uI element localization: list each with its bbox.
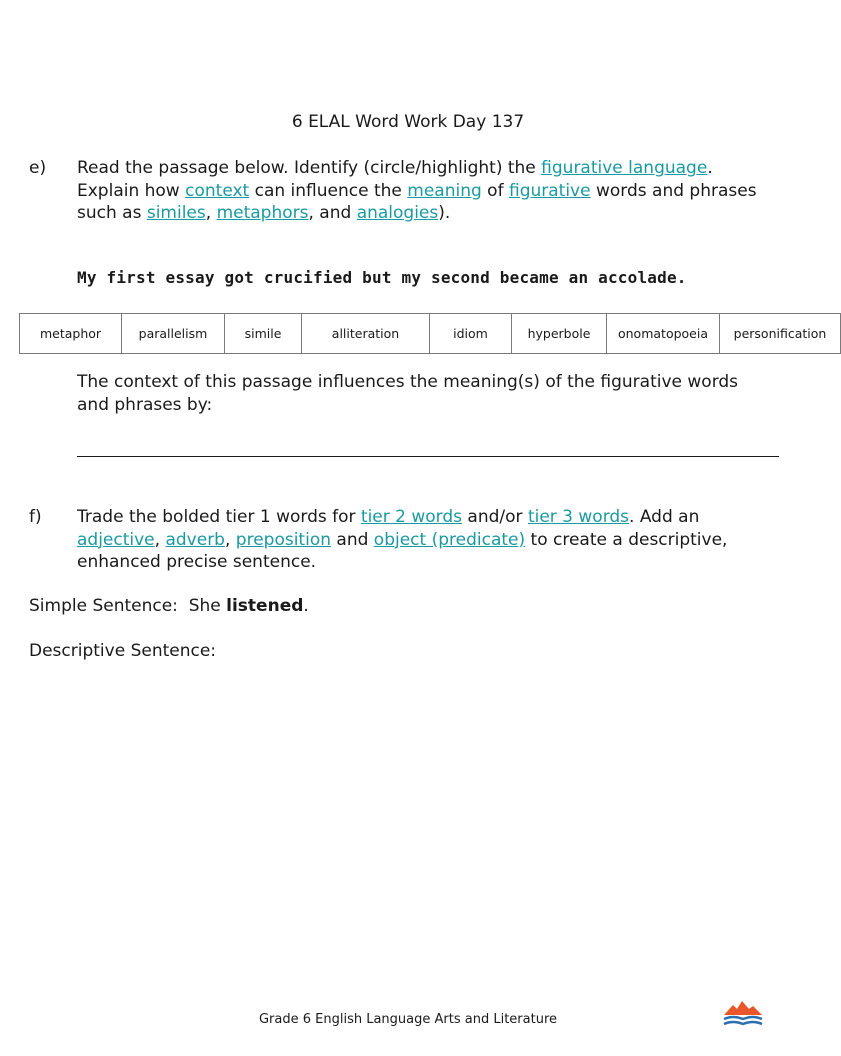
text: and xyxy=(331,529,374,550)
text: , xyxy=(154,529,166,550)
text: and/or xyxy=(462,507,528,527)
link-adjective[interactable]: adjective xyxy=(77,529,155,550)
passage-sentence: My first essay got crucified but my second became an accolade. xyxy=(77,268,687,287)
table-row xyxy=(20,314,841,354)
text: , and xyxy=(308,203,357,223)
link-tier-3-words[interactable]: tier 3 words xyxy=(527,507,630,527)
link-similes[interactable]: similes xyxy=(146,203,206,223)
section-e-label: e) xyxy=(29,158,47,178)
text: to create a descriptive, xyxy=(525,529,728,550)
section-f-instructions xyxy=(77,506,789,574)
link-analogies[interactable]: analogies xyxy=(356,203,439,223)
simple-sentence-bold-word: listened xyxy=(226,596,304,616)
simple-sentence xyxy=(29,596,309,616)
text: . xyxy=(707,158,713,178)
text: can influence the xyxy=(249,180,408,201)
text: . Add an xyxy=(629,507,700,527)
descriptive-sentence-label: Descriptive Sentence: xyxy=(29,641,217,661)
text: such as xyxy=(77,203,147,223)
link-figurative-language[interactable]: figurative language xyxy=(541,158,708,178)
link-object-predicate[interactable]: object (predicate) xyxy=(373,529,526,550)
term-cell: hyperbole xyxy=(512,314,607,354)
text: . xyxy=(303,596,309,616)
term-cell: onomatopoeia xyxy=(607,314,720,354)
text: , xyxy=(205,203,217,223)
link-context[interactable]: context xyxy=(185,180,250,201)
link-figurative[interactable]: figurative xyxy=(508,180,591,201)
section-f-label: f) xyxy=(29,507,42,527)
text: words and phrases xyxy=(590,180,757,201)
link-meaning[interactable]: meaning xyxy=(407,180,482,201)
footer-text: Grade 6 English Language Arts and Literature xyxy=(258,1012,558,1027)
link-metaphors[interactable]: metaphors xyxy=(216,203,309,223)
mountain-book-logo-icon xyxy=(722,998,764,1028)
answer-line[interactable] xyxy=(77,456,779,457)
section-e xyxy=(29,157,789,225)
term-cell: personification xyxy=(720,314,841,354)
section-f-line-3: enhanced precise sentence. xyxy=(77,552,317,572)
figurative-terms-table xyxy=(19,313,841,354)
text: ). xyxy=(438,203,451,223)
term-cell: parallelism xyxy=(122,314,225,354)
simple-sentence-label: Simple Sentence: She xyxy=(29,596,227,616)
text: , xyxy=(224,529,236,550)
term-cell: metaphor xyxy=(20,314,122,354)
context-line-2: and phrases by: xyxy=(77,394,213,415)
link-tier-2-words[interactable]: tier 2 words xyxy=(360,507,463,527)
section-e-instructions xyxy=(77,157,789,225)
term-cell: simile xyxy=(225,314,302,354)
context-line-1: The context of this passage influences the meaning(s) of the figurative words xyxy=(77,372,739,392)
link-preposition[interactable]: preposition xyxy=(235,529,331,550)
link-adverb[interactable]: adverb xyxy=(165,529,225,550)
text: Explain how xyxy=(77,180,186,201)
text: Trade the bolded tier 1 words for xyxy=(77,507,361,527)
text: Read the passage below. Identify (circle/highlight) the xyxy=(77,158,542,178)
section-f xyxy=(29,506,789,574)
page-title: 6 ELAL Word Work Day 137 xyxy=(291,112,525,132)
term-cell: idiom xyxy=(430,314,512,354)
term-cell: alliteration xyxy=(302,314,430,354)
context-prompt xyxy=(77,371,777,416)
text: of xyxy=(481,180,509,201)
